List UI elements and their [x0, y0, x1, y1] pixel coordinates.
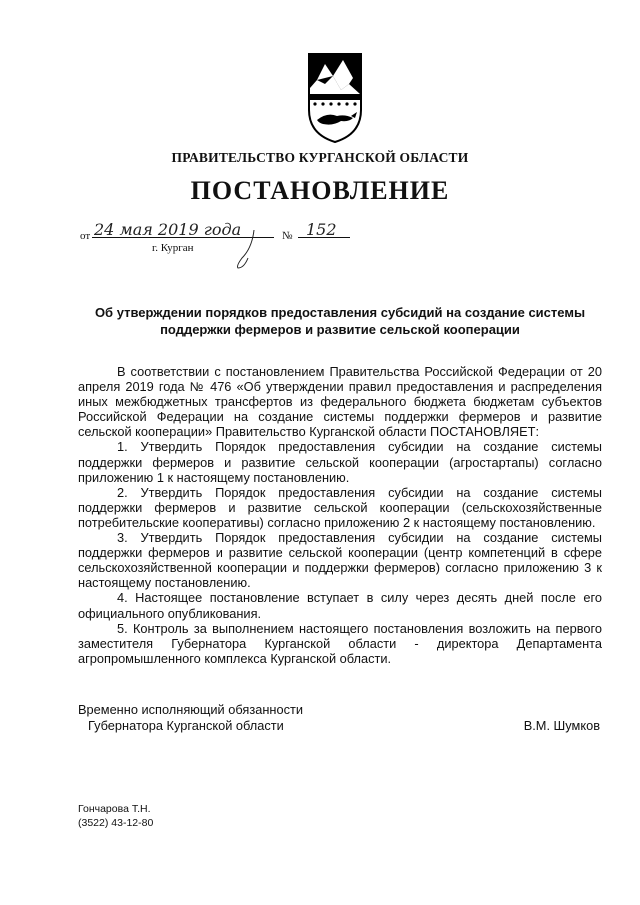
body-paragraph-4: 4. Настоящее постановление вступает в силу через десять дней после его официального опубликования. [78, 590, 602, 621]
subject-line-2: поддержки фермеров и развитие сельской кооперации [160, 322, 520, 337]
government-title: ПРАВИТЕЛЬСТВО КУРГАНСКОЙ ОБЛАСТИ [171, 150, 469, 165]
position-line-2: Губернатора Курганской области [88, 718, 284, 733]
contact-block [78, 802, 153, 830]
signature-flourish-icon [228, 228, 268, 270]
number-underline [298, 237, 350, 238]
position-line-1: Временно исполняющий обязанности [78, 702, 303, 717]
subject-line-1: Об утверждении порядков предоставления субсидий на создание системы [94, 305, 586, 320]
body-paragraph-1: 1. Утвердить Порядок предоставления субсидии на создание системы поддержки фермеров и развитие сельской кооперации (агростартапы) согласно приложению 1 к настоящему постановлению. [78, 439, 602, 485]
body-paragraph-5: 5. Контроль за выполнением настоящего постановления возложить на первого заместителя Губернатора Курганской области - директора Департамента агропромышленного комплекса Курганской области. [78, 620, 602, 666]
contact-author: Гончарова Т.Н. [78, 803, 151, 815]
body-paragraph-2: 2. Утвердить Порядок предоставления субсидии на создание системы поддержки фермеров и развитие сельской кооперации (сельскохозяйственные потребительские кооперативы) согласно приложению 2 к настоящему постановлению. [78, 484, 602, 530]
date-prefix: от [80, 230, 91, 242]
contact-phone: (3522) 43-12-80 [78, 817, 154, 829]
handwritten-date: 24 мая 2019 года [94, 220, 242, 239]
document-type-title: ПОСТАНОВЛЕНИЕ [190, 176, 450, 205]
body-paragraph-3: 3. Утвердить Порядок предоставления субсидии на создание системы поддержки фермеров и развитие сельской кооперации (центр компетенций в сфере сельскохозяйственной кооперации и поддержки фермеров) согласно приложению 3 к настоящему постановлению. [78, 530, 602, 591]
document-body [78, 364, 602, 666]
document-subject [80, 304, 600, 338]
signatory-position [78, 702, 303, 734]
handwritten-number: 152 [306, 220, 337, 239]
coat-of-arms-icon [303, 50, 367, 146]
signatory-name: В.М. Шумков [523, 718, 600, 733]
body-paragraph-preamble: В соответствии с постановлением Правительства Российской Федерации от 20 апреля 2019 года № 476 «Об утверждении правил предоставления и распределения иных межбюджетных трансфертов из федерального бюджета бюджетам субъектов Российской Федерации на создание системы поддержки фермеров и развитие сельской кооперации» Правительство Курганской области ПОСТАНОВЛЯЕТ: [78, 364, 602, 440]
city: г. Курган [152, 242, 194, 254]
date-number-row [80, 222, 380, 268]
number-prefix: № [282, 230, 293, 242]
